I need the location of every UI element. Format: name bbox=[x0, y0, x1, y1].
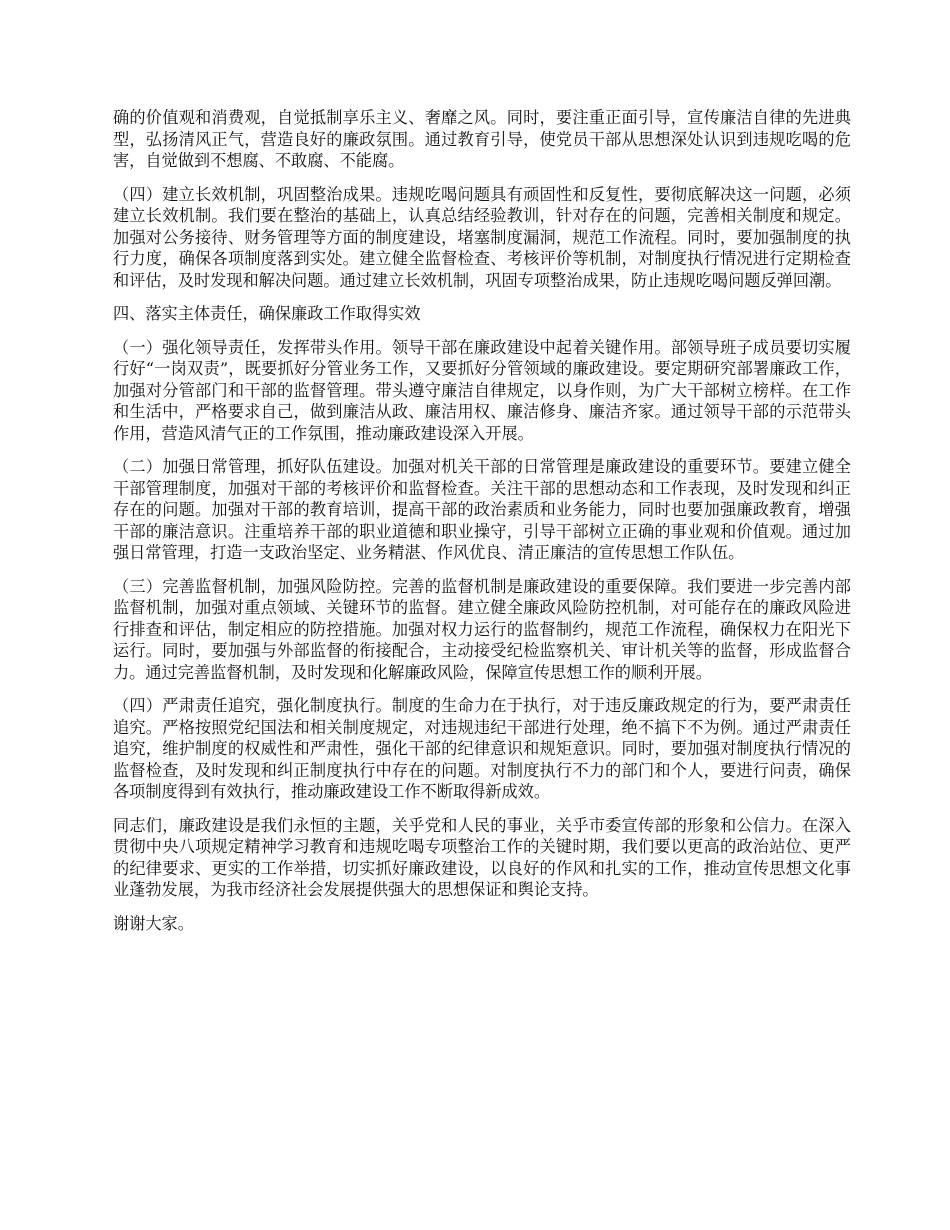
paragraph-long-term-mechanism: （四）建立长效机制，巩固整治成果。违规吃喝问题具有顽固性和反复性，要彻底解决这一问题，必须建立长效机制。我们要在整治的基础上，认真总结经验教训，针对存在的问题，完善相关制度和规定。加强对公务接待、财务管理等方面的制度建设，堵塞制度漏洞，规范工作流程。同时，要加强制度的执行力度，确保各项制度落到实处。建立健全监督检查、考核评价等机制，对制度执行情况进行定期检查和评估，及时发现和解决问题。通过建立长效机制，巩固专项整治成果，防止违规吃喝问题反弹回潮。 bbox=[113, 184, 851, 290]
paragraph-intro-continued: 确的价值观和消费观，自觉抵制享乐主义、奢靡之风。同时，要注重正面引导，宣传廉洁自律的先进典型，弘扬清风正气，营造良好的廉政氛围。通过教育引导，使党员干部从思想深处认识到违规吃喝的危害，自觉做到不想腐、不敢腐、不能腐。 bbox=[113, 108, 851, 170]
paragraph-closing: 同志们，廉政建设是我们永恒的主题，关乎党和人民的事业，关乎市委宣传部的形象和公信力。在深入贯彻中央八项规定精神学习教育和违规吃喝专项整治工作的关键时期，我们要以更高的政治站位、更严的纪律要求、更实的工作举措，切实抓好廉政建设，以良好的作风和扎实的工作，推动宣传思想文化事业蓬勃发展，为我市经济社会发展提供强大的思想保证和舆论支持。 bbox=[113, 815, 851, 899]
paragraph-supervision-mechanism: （三）完善监督机制，加强风险防控。完善的监督机制是廉政建设的重要保障。我们要进一步完善内部监督机制，加强对重点领域、关键环节的监督。建立健全廉政风险防控机制，对可能存在的廉政风险进行排查和评估，制定相应的防控措施。加强对权力运行的监督制约，规范工作流程，确保权力在阳光下运行。同时，要加强与外部监督的衔接配合，主动接受纪检监察机关、审计机关等的监督，形成监督合力。通过完善监督机制，及时发现和化解廉政风险，保障宣传思想工作的顺利开展。 bbox=[113, 576, 851, 682]
paragraph-leadership-responsibility: （一）强化领导责任，发挥带头作用。领导干部在廉政建设中起着关键作用。部领导班子成员要切实履行好“一岗双责”，既要抓好分管业务工作，又要抓好分管领域的廉政建设。要定期研究部署廉政工作，加强对分管部门和干部的监督管理。带头遵守廉洁自律规定，以身作则，为广大干部树立榜样。在工作和生活中，严格要求自己，做到廉洁从政、廉洁用权、廉洁修身、廉洁齐家。通过领导干部的示范带头作用，营造风清气正的工作氛围，推动廉政建设深入开展。 bbox=[113, 337, 851, 443]
document-body bbox=[113, 107, 851, 946]
paragraph-thanks: 谢谢大家。 bbox=[113, 913, 194, 933]
paragraph-daily-management: （二）加强日常管理，抓好队伍建设。加强对机关干部的日常管理是廉政建设的重要环节。要建立健全干部管理制度，加强对干部的考核评价和监督检查。关注干部的思想动态和工作表现，及时发现和纠正存在的问题。加强对干部的教育培训，提高干部的政治素质和业务能力，同时也要加强廉政教育，增强干部的廉洁意识。注重培养干部的职业道德和职业操守，引导干部树立正确的事业观和价值观。通过加强日常管理，打造一支政治坚定、业务精湛、作风优良、清正廉洁的宣传思想工作队伍。 bbox=[113, 457, 851, 562]
paragraph-accountability: （四）严肃责任追究，强化制度执行。制度的生命力在于执行，对于违反廉政规定的行为，要严肃责任追究。严格按照党纪国法和相关制度规定，对违规违纪干部进行处理，绝不搞下不为例。通过严肃责任追究，维护制度的权威性和严肃性，强化干部的纪律意识和规矩意识。同时，要加强对制度执行情况的监督检查，及时发现和纠正制度执行中存在的问题。对制度执行不力的部门和个人，要进行问责，确保各项制度得到有效执行，推动廉政建设工作不断取得新成效。 bbox=[113, 696, 851, 801]
section-heading-four: 四、落实主体责任，确保廉政工作取得实效 bbox=[113, 304, 421, 323]
